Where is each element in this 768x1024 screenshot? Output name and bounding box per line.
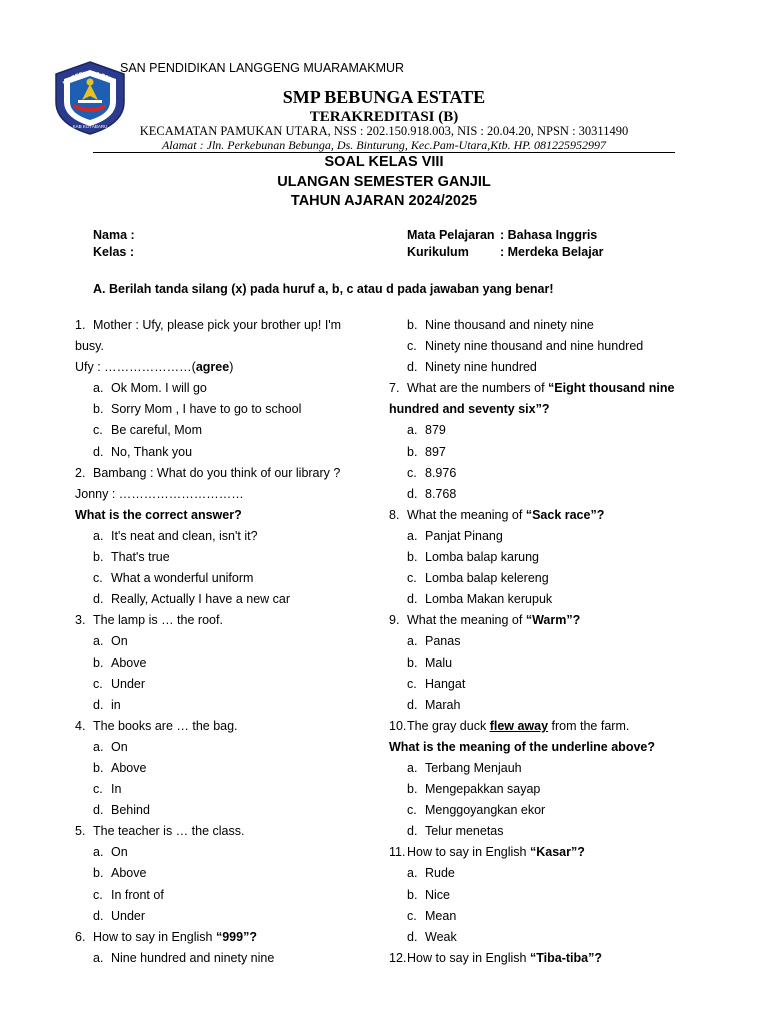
question-text [93, 927, 257, 948]
option-row [75, 758, 375, 779]
question-text [93, 716, 238, 737]
option-text [425, 653, 452, 674]
option-row [75, 378, 375, 399]
option-letter: c. [93, 571, 103, 586]
question-text [389, 399, 549, 420]
option-row [389, 674, 699, 695]
option-text [111, 442, 192, 463]
question-column-right [389, 315, 699, 969]
option-text [425, 927, 457, 948]
option-letter: d. [407, 486, 418, 501]
exam-title-semester: ULANGAN SEMESTER GANJIL [277, 174, 491, 190]
option-text [111, 863, 146, 884]
text-segment: The books are … the bag. [93, 718, 238, 733]
text-segment: How to say in English [407, 845, 530, 860]
accreditation: TERAKREDITASI (B) [309, 109, 459, 125]
option-text [425, 674, 465, 695]
option-letter: b. [93, 402, 104, 417]
question-number: 5. [75, 824, 86, 839]
instruction: A. Berilah tanda silang (x) pada huruf a, b, c atau d pada jawaban yang benar! [93, 282, 554, 296]
kelas-label: Kelas : [93, 245, 134, 259]
option-letter: d. [407, 929, 418, 944]
text-segment: “Kasar”? [529, 845, 585, 860]
text-segment: Be careful, Mom [111, 423, 203, 438]
question-row [389, 948, 699, 969]
option-text [425, 547, 539, 568]
option-text [425, 315, 594, 336]
option-letter: b. [407, 782, 418, 797]
option-letter: a. [93, 950, 104, 965]
option-letter: a. [93, 528, 104, 543]
text-segment: Ninety nine thousand and nine hundred [425, 339, 644, 354]
option-row [389, 927, 699, 948]
option-row [389, 526, 699, 547]
option-letter: c. [407, 908, 417, 923]
question-text-row [75, 505, 375, 526]
option-letter: d. [407, 592, 418, 607]
question-text-row [389, 737, 699, 758]
curriculum-label: Kurikulum [407, 245, 469, 259]
question-text [75, 505, 242, 526]
question-row [389, 505, 699, 526]
option-letter: a. [407, 760, 418, 775]
text-segment: How to say in English [407, 950, 530, 965]
text-segment: Nine thousand and ninety nine [425, 318, 594, 332]
text-segment: What are the numbers of [407, 381, 549, 396]
option-text [425, 821, 504, 842]
option-text [111, 758, 146, 779]
option-text [425, 442, 446, 463]
option-text [425, 484, 456, 505]
option-row [75, 800, 375, 821]
question-text [93, 463, 340, 484]
option-text [111, 885, 164, 906]
text-segment: Panjat Pinang [425, 528, 503, 543]
subject-value: : Bahasa Inggris [500, 228, 598, 242]
option-text [425, 420, 446, 441]
text-segment: Mengepakkan sayap [425, 782, 541, 797]
option-row [75, 568, 375, 589]
option-text [425, 863, 455, 884]
option-letter: b. [93, 760, 104, 775]
question-number: 12. [389, 950, 407, 965]
option-letter: c. [407, 571, 417, 586]
question-row [75, 927, 375, 948]
nama-label: Nama : [93, 228, 135, 242]
option-text [425, 758, 522, 779]
option-text [111, 779, 121, 800]
question-row [389, 842, 699, 863]
option-row [75, 420, 375, 441]
option-row [75, 526, 375, 547]
text-segment: Behind [111, 803, 150, 818]
question-row [75, 610, 375, 631]
option-letter: c. [407, 339, 417, 354]
school-name: SMP BEBUNGA ESTATE [282, 87, 486, 107]
option-row [75, 631, 375, 652]
question-number: 8. [389, 507, 400, 522]
text-segment: In front of [111, 887, 164, 902]
option-row [75, 695, 375, 716]
option-row [389, 821, 699, 842]
text-segment: Bambang : What do you think of our library ? [93, 465, 341, 480]
text-segment: That's true [111, 550, 170, 565]
option-text [425, 463, 456, 484]
question-text [407, 948, 602, 969]
text-segment: Lomba balap kelereng [425, 571, 549, 586]
text-segment: Terbang Menjauh [425, 760, 522, 775]
option-text [425, 695, 460, 716]
text-segment: How to say in English [93, 929, 216, 944]
text-segment: in [111, 697, 121, 712]
text-segment: 8.976 [425, 465, 457, 480]
option-row [75, 885, 375, 906]
option-text [425, 568, 549, 589]
question-row [389, 610, 699, 631]
option-letter: b. [407, 318, 418, 332]
question-text [75, 336, 104, 357]
text-segment: Weak [425, 929, 457, 944]
text-segment: Nice [425, 887, 451, 902]
question-row [75, 315, 375, 336]
option-letter: c. [407, 803, 417, 818]
text-segment: flew away [489, 718, 549, 733]
question-text-row [75, 484, 375, 505]
option-text [425, 336, 643, 357]
option-row [389, 336, 699, 357]
logo-bottom-text: KAB KOTABARU [72, 124, 108, 129]
text-segment: 879 [425, 423, 446, 438]
option-row [389, 906, 699, 927]
text-segment: Under [111, 676, 146, 691]
option-letter: a. [93, 739, 104, 754]
option-text [111, 906, 145, 927]
option-letter: d. [93, 803, 104, 818]
option-text [111, 631, 128, 652]
option-text [111, 653, 146, 674]
option-row [75, 399, 375, 420]
question-text [93, 315, 341, 336]
text-segment: from the farm. [548, 718, 630, 733]
option-letter: a. [407, 634, 418, 649]
option-row [75, 906, 375, 927]
text-segment: Hangat [425, 676, 466, 691]
subject-label: Mata Pelajaran [407, 228, 495, 242]
text-segment: hundred and seventy six”? [389, 402, 550, 417]
option-row [389, 547, 699, 568]
text-segment: What is the meaning of the underline above? [389, 739, 655, 754]
text-segment: The teacher is … the class. [93, 824, 245, 839]
option-row [75, 779, 375, 800]
text-segment: 8.768 [425, 486, 457, 501]
option-row [75, 653, 375, 674]
question-number: 2. [75, 465, 86, 480]
option-text [111, 800, 150, 821]
text-segment: Nine hundred and ninety nine [111, 950, 275, 965]
text-segment: On [111, 739, 128, 754]
question-text [407, 610, 580, 631]
option-row [389, 863, 699, 884]
option-letter: a. [93, 381, 104, 396]
option-row [75, 737, 375, 758]
question-text [75, 357, 233, 378]
text-segment: Sorry Mom , I have to go to school [111, 402, 302, 417]
question-text [407, 378, 674, 399]
text-segment: Jonny : ………………………… [75, 486, 244, 501]
text-segment: No, Thank you [111, 444, 193, 459]
header-divider [93, 152, 675, 153]
text-segment: What the meaning of [407, 613, 526, 628]
question-text [75, 484, 244, 505]
option-row [75, 589, 375, 610]
question-row [75, 716, 375, 737]
option-letter: d. [407, 697, 418, 712]
option-row [389, 653, 699, 674]
option-row [389, 589, 699, 610]
option-row [75, 863, 375, 884]
option-text [111, 526, 258, 547]
option-text [111, 589, 290, 610]
option-row [75, 674, 375, 695]
option-letter: b. [93, 550, 104, 565]
text-segment: On [111, 845, 128, 860]
option-letter: b. [407, 887, 418, 902]
question-number: 4. [75, 718, 86, 733]
text-segment: Ninety nine hundred [425, 360, 537, 375]
text-segment: Really, Actually I have a new car [111, 592, 291, 607]
option-letter: a. [407, 866, 418, 881]
question-text [93, 821, 244, 842]
question-number: 10. [389, 718, 407, 733]
text-segment: 897 [425, 444, 446, 459]
text-segment: What is the correct answer? [75, 507, 242, 522]
question-number: 6. [75, 929, 86, 944]
option-text [111, 399, 301, 420]
text-segment: Rude [425, 866, 455, 881]
question-row [75, 463, 375, 484]
option-letter: d. [407, 360, 418, 375]
option-row [389, 800, 699, 821]
question-number: 3. [75, 613, 86, 628]
text-segment: ) [229, 360, 234, 375]
exam-title-year: TAHUN AJARAN 2024/2025 [290, 193, 478, 209]
text-segment: Above [111, 760, 147, 775]
option-text [111, 378, 207, 399]
option-letter: c. [93, 887, 103, 902]
text-segment: Above [111, 655, 147, 670]
option-letter: d. [93, 592, 104, 607]
question-text [93, 610, 223, 631]
option-letter: a. [93, 634, 104, 649]
text-segment: Menggoyangkan ekor [425, 803, 546, 818]
option-letter: d. [407, 824, 418, 839]
text-segment: It's neat and clean, isn't it? [111, 528, 258, 543]
option-row [389, 463, 699, 484]
option-row [389, 631, 699, 652]
text-segment: busy. [75, 339, 104, 354]
option-text [111, 737, 128, 758]
text-segment: Panas [425, 634, 461, 649]
option-text [425, 357, 537, 378]
option-row [75, 842, 375, 863]
text-segment: What a wonderful uniform [111, 571, 254, 586]
option-text [111, 420, 202, 441]
option-row [389, 779, 699, 800]
option-letter: b. [407, 655, 418, 670]
option-text [111, 568, 253, 589]
foundation-name: SAN PENDIDIKAN LANGGENG MUARAMAKMUR [120, 61, 405, 75]
option-letter: c. [93, 676, 103, 691]
text-segment: agree [195, 360, 230, 375]
option-row [389, 420, 699, 441]
option-row [389, 695, 699, 716]
option-row [389, 357, 699, 378]
option-letter: d. [93, 697, 104, 712]
option-letter: a. [407, 528, 418, 543]
text-segment: “Eight thousand nine [548, 381, 675, 396]
text-segment: Mean [425, 908, 457, 923]
text-segment: “999”? [215, 929, 257, 944]
text-segment: Under [111, 908, 146, 923]
text-segment: Mother : Ufy, please pick your brother up! I'm [93, 318, 342, 332]
registration-line: KECAMATAN PAMUKAN UTARA, NSS : 202.150.918.003, NIS : 20.04.20, NPSN : 30311490 [139, 124, 629, 138]
option-text [111, 695, 121, 716]
text-segment: Lomba Makan kerupuk [425, 592, 553, 607]
text-segment: The lamp is … the roof. [93, 613, 223, 628]
option-text [111, 948, 274, 969]
option-text [425, 885, 450, 906]
option-letter: c. [407, 676, 417, 691]
question-text [407, 716, 629, 737]
question-number: 1. [75, 318, 86, 332]
question-column-left [75, 315, 375, 969]
text-segment: What the meaning of [407, 507, 526, 522]
question-number: 9. [389, 613, 400, 628]
text-segment: Malu [425, 655, 453, 670]
question-number: 7. [389, 381, 400, 396]
logo-top-text: MP BEBUNGA ESTA [62, 70, 116, 87]
option-letter: d. [93, 908, 104, 923]
question-row [389, 378, 699, 399]
option-letter: c. [407, 465, 417, 480]
text-segment: Above [111, 866, 147, 881]
text-segment: The gray duck [407, 718, 490, 733]
question-row [389, 716, 699, 737]
text-segment: Lomba balap karung [425, 550, 539, 565]
option-text [425, 800, 545, 821]
text-segment: “Warm”? [525, 613, 581, 628]
text-segment: In [111, 782, 122, 797]
option-text [425, 779, 540, 800]
option-text [425, 589, 552, 610]
text-segment: Ok Mom. I will go [111, 381, 207, 396]
question-text-row [75, 357, 375, 378]
option-letter: b. [93, 866, 104, 881]
address-line: Alamat : Jln. Perkebunan Bebunga, Ds. Binturung, Kec.Pam-Utara,Ktb. HP. 081225952997 [161, 138, 607, 152]
question-text [407, 842, 585, 863]
text-segment: Telur menetas [425, 824, 504, 839]
exam-title-class: SOAL KELAS VIII [324, 154, 444, 170]
option-letter: b. [407, 550, 418, 565]
option-row [389, 568, 699, 589]
curriculum-value: : Merdeka Belajar [500, 245, 604, 259]
question-text [389, 737, 655, 758]
option-text [111, 842, 128, 863]
question-text-row [389, 399, 699, 420]
text-segment: Ufy : …………………( [75, 360, 196, 375]
question-text [407, 505, 604, 526]
option-row [389, 442, 699, 463]
option-row [75, 547, 375, 568]
option-letter: a. [407, 423, 418, 438]
option-letter: c. [93, 423, 103, 438]
option-row [75, 948, 375, 969]
option-letter: d. [93, 444, 104, 459]
text-segment: Marah [425, 697, 461, 712]
text-segment: “Sack race”? [525, 507, 605, 522]
option-text [425, 631, 460, 652]
option-letter: a. [93, 845, 104, 860]
option-letter: b. [407, 444, 418, 459]
question-row [75, 821, 375, 842]
option-row [389, 484, 699, 505]
question-text-row [75, 336, 375, 357]
option-text [111, 547, 170, 568]
option-row [389, 885, 699, 906]
question-number: 11. [389, 845, 406, 860]
option-text [425, 526, 503, 547]
text-segment: On [111, 634, 128, 649]
option-letter: c. [93, 782, 103, 797]
option-row [75, 442, 375, 463]
text-segment: “Tiba-tiba”? [529, 950, 602, 965]
option-row [389, 315, 699, 336]
option-letter: b. [93, 655, 104, 670]
option-text [425, 906, 456, 927]
option-row [389, 758, 699, 779]
option-text [111, 674, 145, 695]
